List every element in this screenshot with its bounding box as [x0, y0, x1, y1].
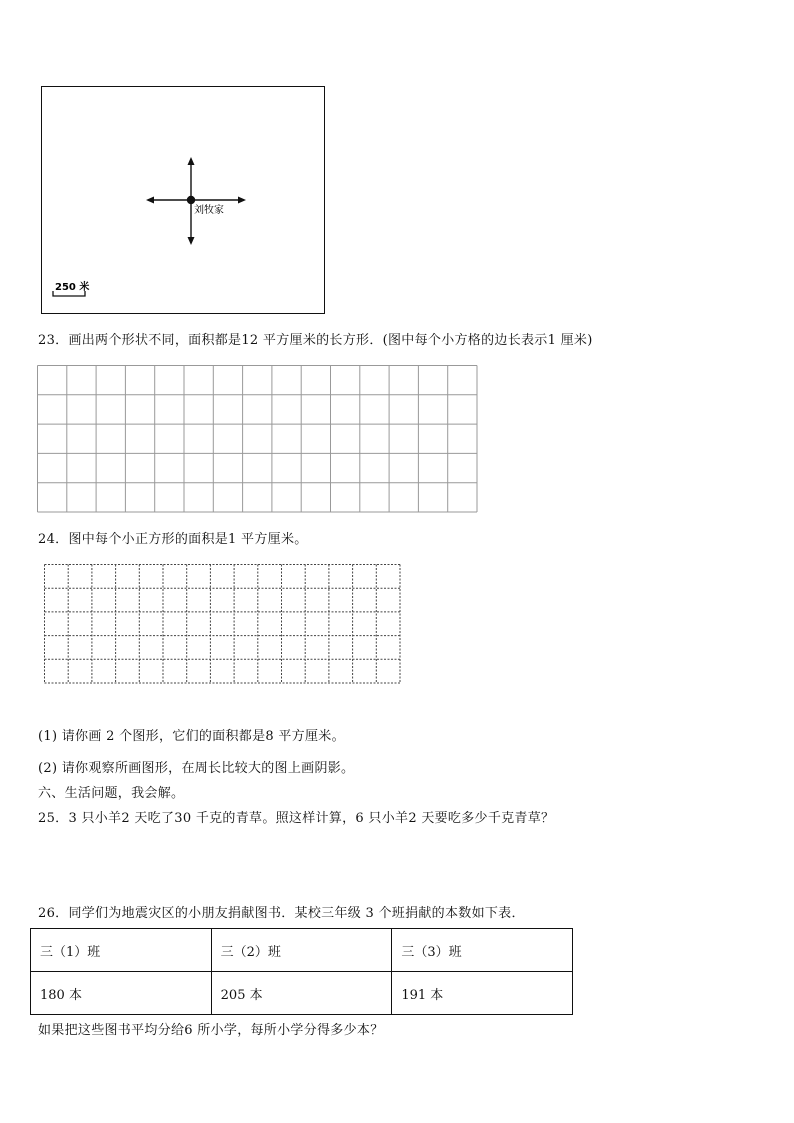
table-header-cell: 三（2）班 — [211, 929, 392, 972]
question-24: 24．图中每个小正方形的面积是1 平方厘米。 — [38, 532, 308, 547]
q24-sub1: (1) 请你画 2 个图形，它们的面积都是8 平方厘米。 — [38, 729, 345, 744]
map-figure — [41, 86, 325, 314]
home-point — [187, 196, 195, 204]
table-header-row — [31, 929, 573, 972]
q24-sub2: (2) 请你观察所画图形，在周长比较大的图上画阴影。 — [38, 761, 355, 776]
home-label: 刘牧家 — [194, 205, 224, 216]
question-25: 25．3 只小羊2 天吃了30 千克的青草。照这样计算，6 只小羊2 天要吃多少千克青草？ — [38, 811, 555, 826]
west-arrow — [146, 197, 154, 204]
question-23: 23．画出两个形状不同，面积都是12 平方厘米的长方形．(图中每个小方格的边长表示1 厘米) — [38, 333, 593, 348]
table-header-cell: 三（1）班 — [31, 929, 212, 972]
table-header-cell: 三（3）班 — [392, 929, 573, 972]
question-26: 26．同学们为地震灾区的小朋友捐献图书．某校三年级 3 个班捐献的本数如下表． — [38, 906, 525, 921]
q24-grid-svg — [44, 564, 402, 708]
q23-grid-svg — [37, 365, 480, 514]
table-cell: 191 本 — [392, 972, 573, 1015]
donation-table — [30, 928, 573, 1015]
q24-grid — [44, 564, 402, 708]
north-arrow — [188, 157, 195, 165]
q26-question: 如果把这些图书平均分给6 所小学，每所小学分得多少本？ — [38, 1023, 384, 1038]
table-row — [31, 972, 573, 1015]
table-cell: 180 本 — [31, 972, 212, 1015]
south-arrow — [188, 237, 195, 245]
q23-grid — [37, 365, 480, 514]
compass-map — [42, 87, 323, 312]
section-6-heading: 六、生活问题，我会解。 — [38, 786, 185, 801]
table-cell: 205 本 — [211, 972, 392, 1015]
scale-label: 250 米 — [55, 282, 90, 293]
east-arrow — [238, 197, 246, 204]
